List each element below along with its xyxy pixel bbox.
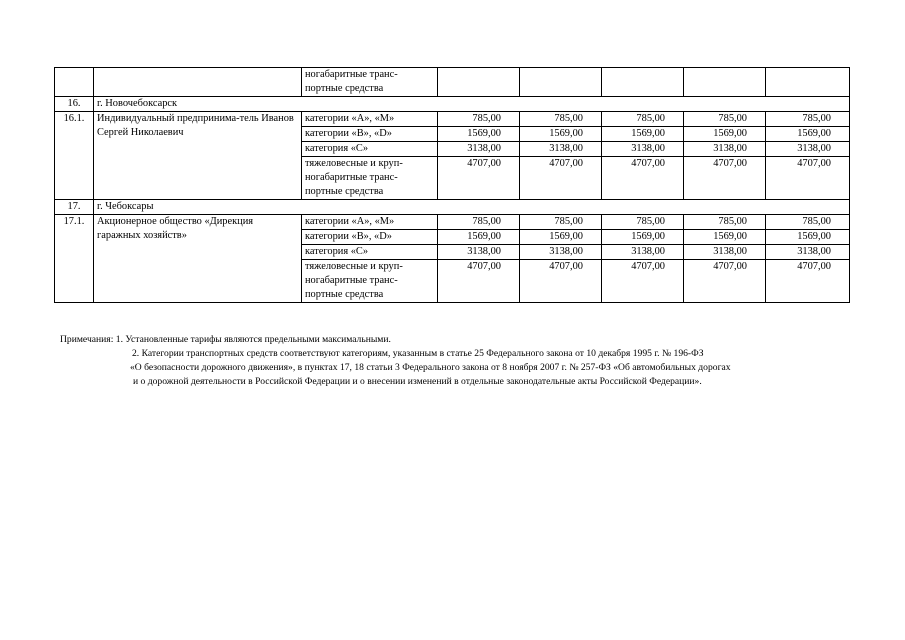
tariff-value: 3138,00 [438,245,520,260]
cell-value [766,68,850,97]
tariff-value: 4707,00 [684,260,766,303]
tariff-value: 785,00 [438,112,520,127]
tariff-value: 785,00 [766,215,850,230]
tariff-value: 785,00 [520,112,602,127]
entry-organization: Акционерное общество «Дирекция гаражных хозяйств» [94,215,302,303]
entry-number: 17.1. [55,215,94,303]
notes-block [60,333,850,389]
tariff-value: 3138,00 [438,142,520,157]
tariff-value: 3138,00 [766,245,850,260]
vehicle-category: тяжеловесные и круп-ногабаритные транс-портные средства [302,157,438,200]
tariff-value: 785,00 [438,215,520,230]
section-number: 16. [55,97,94,112]
cell-value [684,68,766,97]
table-row [55,215,850,230]
tariff-value: 4707,00 [684,157,766,200]
tariff-value: 1569,00 [684,127,766,142]
vehicle-category: категории «В», «D» [302,230,438,245]
entry-number: 16.1. [55,112,94,200]
tariff-value: 4707,00 [438,260,520,303]
tariff-value: 3138,00 [602,142,684,157]
vehicle-category: категория «С» [302,142,438,157]
tariff-value: 1569,00 [520,230,602,245]
cell-organization [94,68,302,97]
tariff-value: 3138,00 [766,142,850,157]
entry-organization: Индивидуальный предпринима-тель Иванов Сергей Николаевич [94,112,302,200]
vehicle-category: категории «А», «М» [302,215,438,230]
tariff-value: 4707,00 [766,157,850,200]
tariff-value: 3138,00 [684,245,766,260]
tariff-value: 1569,00 [438,230,520,245]
vehicle-category: категории «А», «М» [302,112,438,127]
tariff-value: 4707,00 [602,260,684,303]
tariff-value: 785,00 [520,215,602,230]
tariff-value: 4707,00 [520,157,602,200]
tariff-value: 3138,00 [520,245,602,260]
tariff-value: 4707,00 [766,260,850,303]
vehicle-category: тяжеловесные и круп-ногабаритные транс-портные средства [302,260,438,303]
section-header-row [55,97,850,112]
tariff-value: 1569,00 [766,127,850,142]
tariff-table [54,67,850,303]
table-row-top-fragment [55,68,850,97]
tariff-value: 4707,00 [602,157,684,200]
section-city: г. Чебоксары [94,200,850,215]
tariff-value: 1569,00 [602,127,684,142]
note-line-2c: и о дорожной деятельности в Российской Федерации и о внесении изменений в отдельные законодательные акты Российской Федерации». [133,376,702,387]
tariff-value: 3138,00 [602,245,684,260]
tariff-value: 4707,00 [520,260,602,303]
tariff-value: 785,00 [684,112,766,127]
section-number: 17. [55,200,94,215]
note-line-2a: 2. Категории транспортных средств соответствуют категориям, указанным в статье 25 Федерального закона от 10 декабря 1995 г. № 196-ФЗ [132,348,704,359]
tariff-value: 785,00 [602,215,684,230]
note-line-1: Примечания: 1. Установленные тарифы являются предельными максимальными. [60,334,391,345]
table-row [55,112,850,127]
note-line-2b: «О безопасности дорожного движения», в пунктах 17, 18 статьи 3 Федерального закона от 8 ноября 2007 г. № 257-ФЗ «Об автомобильных дорогах [130,362,731,373]
vehicle-category: категория «С» [302,245,438,260]
cell-num [55,68,94,97]
tariff-value: 1569,00 [766,230,850,245]
tariff-value: 1569,00 [520,127,602,142]
tariff-value: 1569,00 [684,230,766,245]
vehicle-category: категории «В», «D» [302,127,438,142]
tariff-value: 1569,00 [602,230,684,245]
tariff-value: 4707,00 [438,157,520,200]
tariff-value: 3138,00 [520,142,602,157]
tariff-value: 785,00 [602,112,684,127]
section-city: г. Новочебоксарск [94,97,850,112]
cell-value [520,68,602,97]
cell-value [602,68,684,97]
cell-value [438,68,520,97]
section-header-row [55,200,850,215]
tariff-value: 785,00 [684,215,766,230]
tariff-value: 3138,00 [684,142,766,157]
tariff-table-body [55,68,850,303]
tariff-value: 785,00 [766,112,850,127]
tariff-value: 1569,00 [438,127,520,142]
cell-category: ногабаритные транс-портные средства [302,68,438,97]
